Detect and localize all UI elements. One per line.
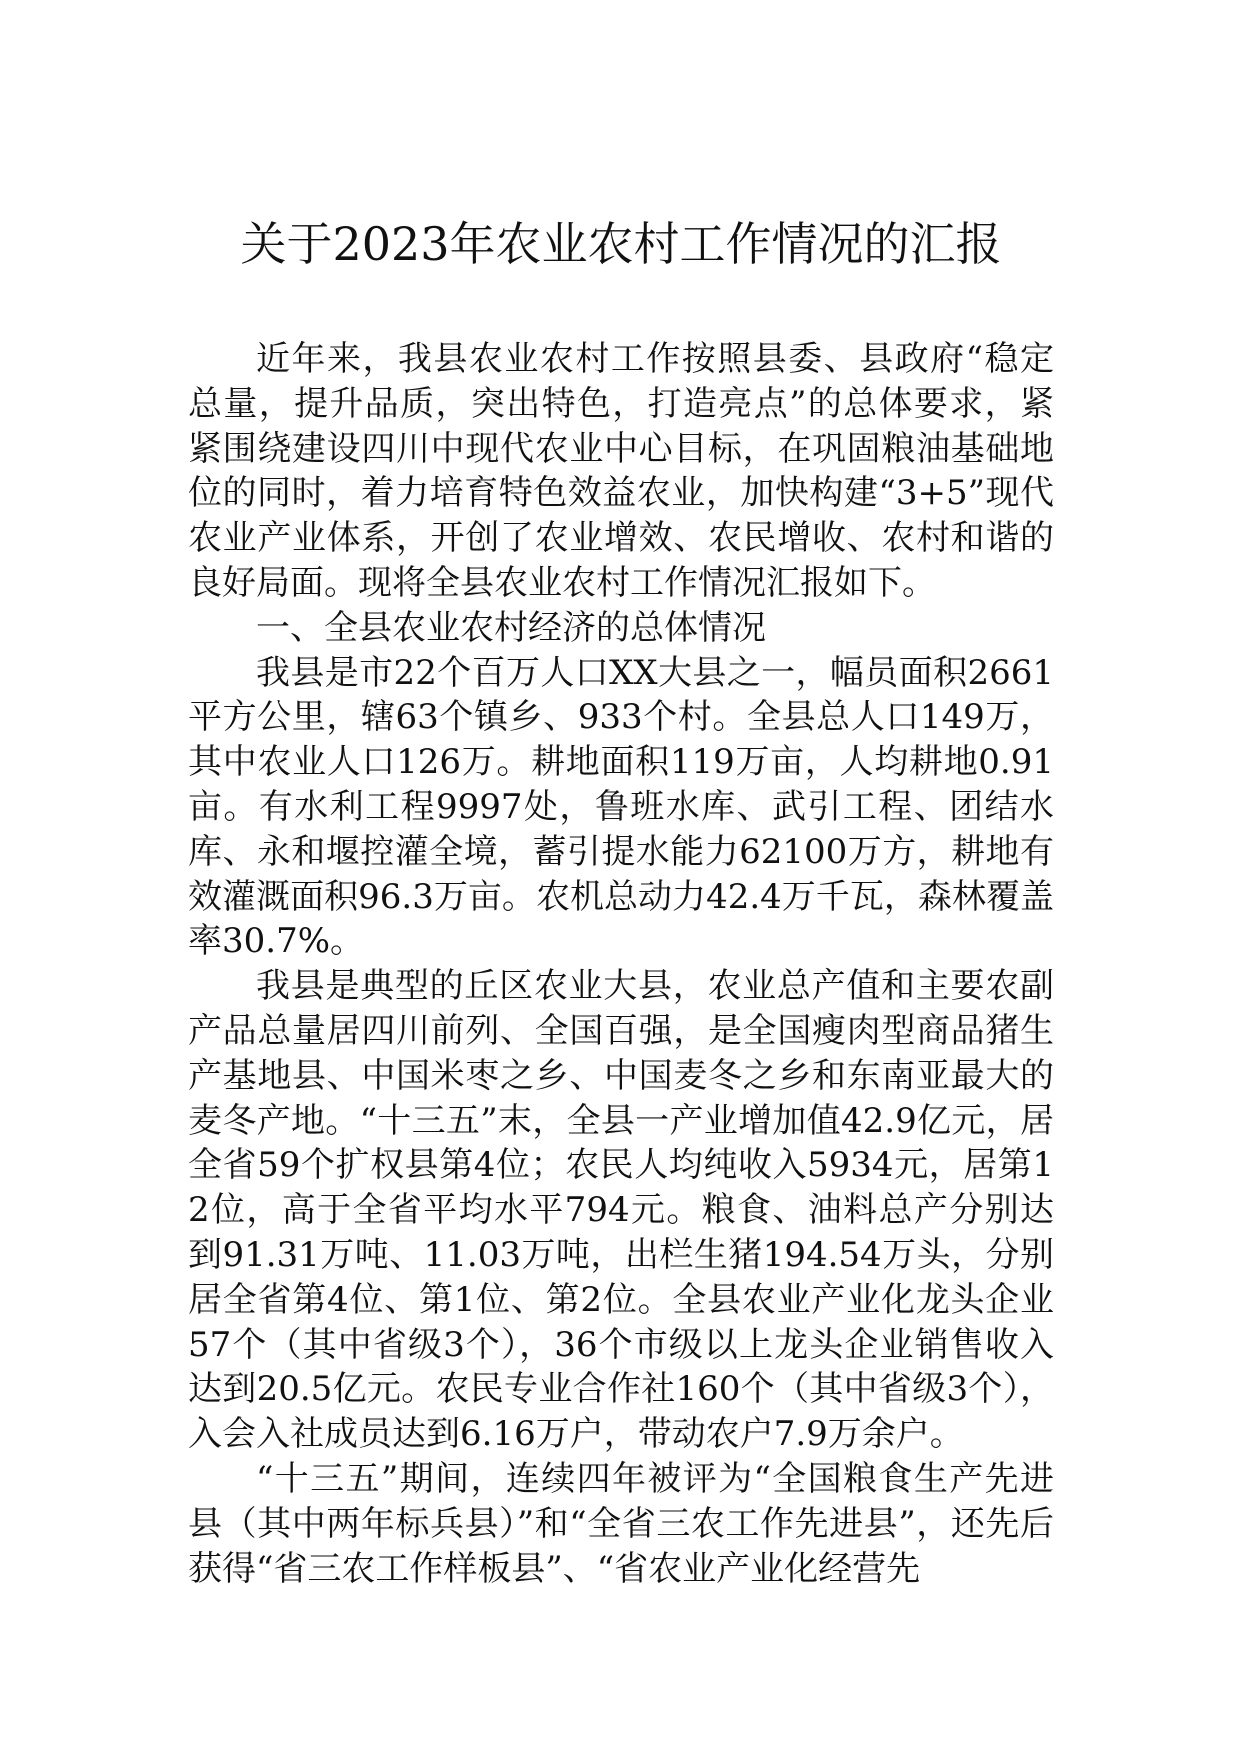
paragraph-agriculture-stats: 我县是典型的丘区农业大县，农业总产值和主要农副产品总量居四川前列、全国百强，是全国瘦肉型商品猪生产基地县、中国米枣之乡、中国麦冬之乡和东南亚最大的麦冬产地。“十三五”末，全县一产业增加值42.9亿元，居全省59个扩权县第4位；农民人均纯收入5934元，居第12位，高于全省平均水平794元。粮食、油料总产分别达到91.31万吨、11.03万吨，出栏生猪194.54万头，分别居全省第4位、第1位、第2位。全县农业产业化龙头企业57个（其中省级3个），36个市级以上龙头企业销售收入达到20.5亿元。农民专业合作社160个（其中省级3个），入会入社成员达到6.16万户，带动农户7.9万余户。	[188, 966, 1054, 1455]
section-heading-1: 一、全县农业农村经济的总体情况	[256, 607, 766, 648]
document-body	[188, 337, 1054, 1591]
document-page	[188, 0, 1054, 1754]
paragraph-awards: “十三五”期间，连续四年被评为“全国粮食生产先进县（其中两年标兵县）”和“全省三农工作先进县”，还先后获得“省三农工作样板县”、“省农业产业化经营先	[188, 1458, 1054, 1589]
paragraph-intro: 近年来，我县农业农村工作按照县委、县政府“稳定总量，提升品质，突出特色，打造亮点”的总体要求，紧紧围绕建设四川中现代农业中心目标，在巩固粮油基础地位的同时，着力培育特色效益农业，加快构建“3+5”现代农业产业体系，开创了农业增效、农民增收、农村和谐的良好局面。现将全县农业农村工作情况汇报如下。	[188, 339, 1054, 603]
document-title: 关于2023年农业农村工作情况的汇报	[240, 217, 1002, 271]
paragraph-county-overview: 我县是市22个百万人口XX大县之一，幅员面积2661平方公里，辖63个镇乡、933个村。全县总人口149万，其中农业人口126万。耕地面积119万亩，人均耕地0.91亩。有水利工程9997处，鲁班水库、武引工程、团结水库、永和堰控灌全境，蓄引提水能力62100万方，耕地有效灌溉面积96.3万亩。农机总动力42.4万千瓦，森林覆盖率30.7%。	[188, 652, 1054, 962]
